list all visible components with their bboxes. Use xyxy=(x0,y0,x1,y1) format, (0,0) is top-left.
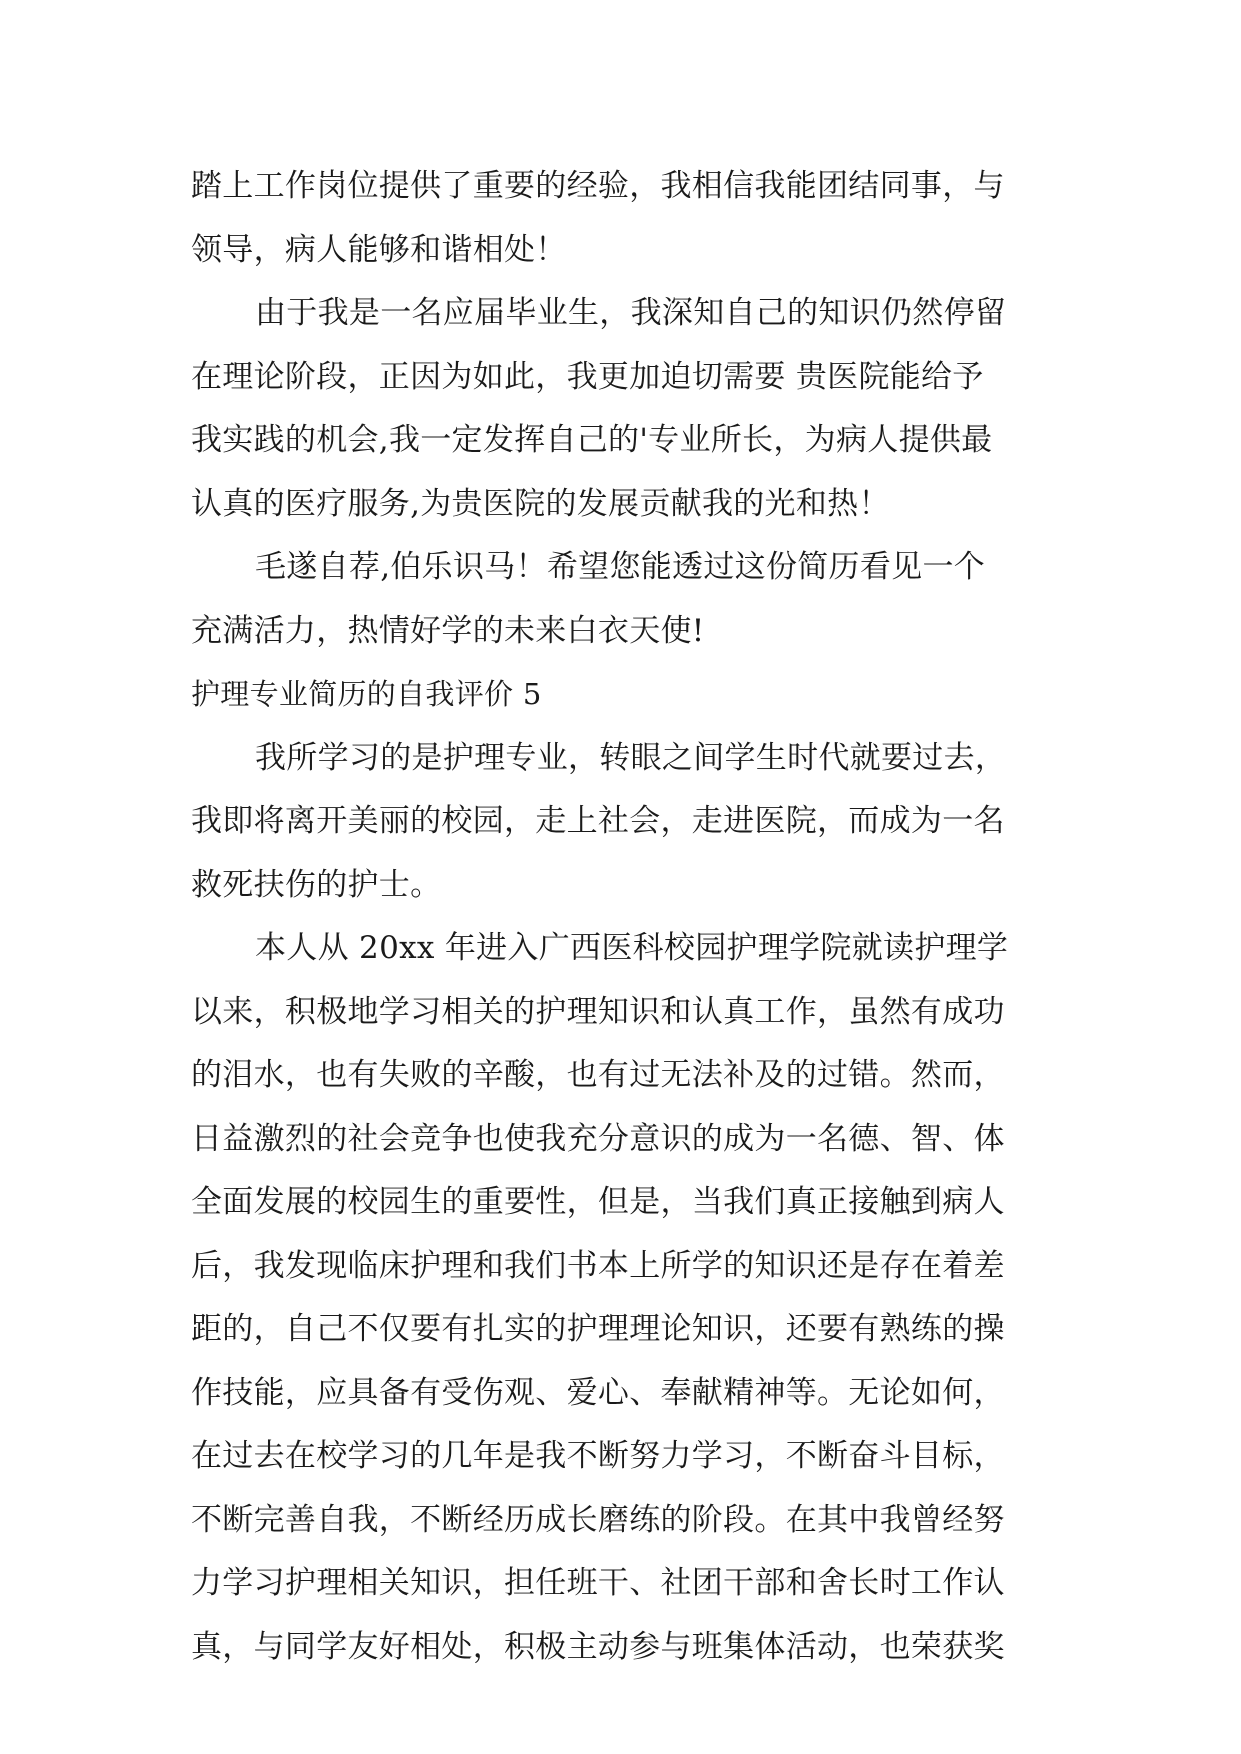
text-line: 本人从 20xx 年进入广西医科校园护理学院就读护理学 xyxy=(255,930,1009,966)
text-line: 我实践的机会,我一定发挥自己的'专业所长，为病人提供最 xyxy=(191,422,993,458)
text-line: 以来，积极地学习相关的护理知识和认真工作，虽然有成功 xyxy=(191,993,1005,1030)
text-line: 领导，病人能够和谐相处！ xyxy=(191,231,567,268)
text-line: 的泪水，也有失败的辛酸，也有过无法补及的过错。然而， xyxy=(191,1057,1005,1093)
text-line: 充满活力，热情好学的未来白衣天使! xyxy=(191,612,705,649)
section-heading: 护理专业简历的自我评价 5 xyxy=(191,677,542,711)
text-line: 作技能，应具备有受伤观、爱心、奉献精神等。无论如何， xyxy=(191,1374,1005,1411)
text-line: 在理论阶段，正因为如此，我更加迫切需要 贵医院能给予 xyxy=(191,358,984,395)
text-line: 日益激烈的社会竞争也使我充分意识的成为一名德、智、体 xyxy=(191,1120,1005,1157)
text-line: 认真的医疗服务,为贵医院的发展贡献我的光和热！ xyxy=(191,485,890,522)
text-line: 毛遂自荐,伯乐识马！希望您能透过这份简历看见一个 xyxy=(255,549,986,585)
text-line: 真，与同学友好相处，积极主动参与班集体活动，也荣获奖 xyxy=(191,1628,1005,1665)
text-line: 在过去在校学习的几年是我不断努力学习，不断奋斗目标， xyxy=(191,1438,1005,1474)
text-line: 距的，自己不仅要有扎实的护理理论知识，还要有熟练的操 xyxy=(191,1311,1005,1347)
text-line: 我即将离开美丽的校园，走上社会，走进医院，而成为一名 xyxy=(191,803,1005,839)
text-line: 我所学习的是护理专业，转眼之间学生时代就要过去， xyxy=(255,739,1007,776)
text-line: 后，我发现临床护理和我们书本上所学的知识还是存在着差 xyxy=(191,1247,1005,1284)
text-line: 力学习护理相关知识，担任班干、社团干部和舍长时工作认 xyxy=(191,1565,1005,1601)
document-body xyxy=(191,155,1071,1679)
text-line: 全面发展的校园生的重要性，但是，当我们真正接触到病人 xyxy=(191,1184,1005,1220)
text-line: 由于我是一名应届毕业生，我深知自己的知识仍然停留 xyxy=(255,295,1007,331)
text-line: 不断完善自我，不断经历成长磨练的阶段。在其中我曾经努 xyxy=(191,1501,1005,1538)
text-line: 救死扶伤的护士。 xyxy=(191,866,442,903)
text-line: 踏上工作岗位提供了重要的经验，我相信我能团结同事，与 xyxy=(191,168,1005,204)
